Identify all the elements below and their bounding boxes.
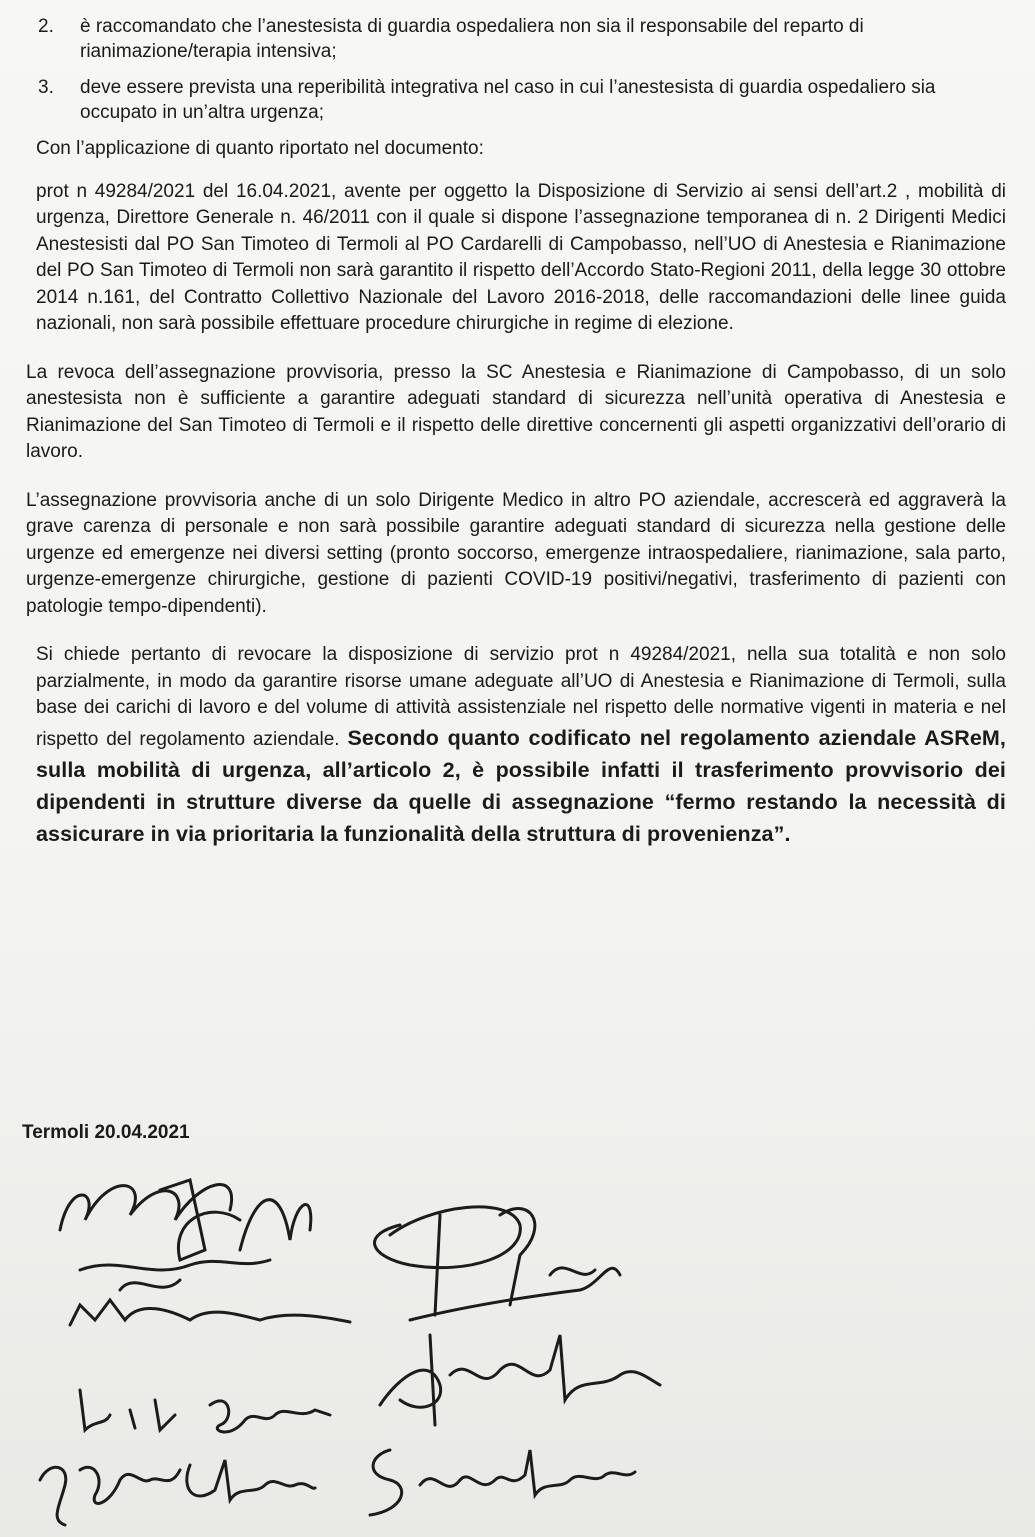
paragraph-2: La revoca dell’assegnazione provvisoria, presso la SC Anestesia e Rianimazione di Campobasso, di un solo anestesista non è sufficiente a garantire adeguati standard di sicurezza nell’unità operativa di Anestesia e Rianimazione del San Timoteo di Termoli e il rispetto delle direttive concernenti gli aspetti organizzativi dell’orario di lavoro. bbox=[26, 361, 1006, 462]
list-text: deve essere prevista una reperibilità integrativa nel caso in cui l’anestesista di guardia ospedaliero sia occupato in un’altra urgenza; bbox=[80, 77, 936, 123]
list-number: 3. bbox=[38, 77, 54, 98]
signature-2 bbox=[350, 1195, 630, 1335]
document-body bbox=[26, 14, 1006, 850]
paragraph-1: prot n 49284/2021 del 16.04.2021, avente per oggetto la Disposizione di Servizio ai sensi dell’art.2 , mobilità di urgenza, Direttore Generale n. 46/2011 con il quale si dispone l’assegnazione temporanea di n. 2 Dirigenti Medici Anestesisti dal PO San Timoteo di Termoli al PO Cardarelli di Campobasso, nell’UO di Anestesia e Rianimazione del PO San Timoteo di Termoli non sarà garantito il rispetto dell’Accordo Stato-Regioni 2011, della legge 30 ottobre 2014 n.161, del Contratto Collettivo Nazionale del Lavoro 2016-2018, delle raccomandazioni delle linee guida nazionali, non sarà possibile effettuare procedure chirurgiche in regime di elezione. bbox=[36, 180, 1006, 334]
signature-3 bbox=[360, 1315, 670, 1435]
signing-date: Termoli 20.04.2021 bbox=[22, 1122, 190, 1143]
paragraph-3: L’assegnazione provvisoria anche di un solo Dirigente Medico in altro PO aziendale, accrescerà ed aggraverà la grave carenza di personale e non sarà possibile garantire adeguati standard di sicurezza nella gestione delle urgenze ed emergenze nei diversi setting (pronto soccorso, emergenze intraospedaliere, rianimazione, sala parto, urgenze-emergenze chirurgiche, gestione di pazienti COVID-19 positivi/negativi, trasferimento di pazienti con patologie tempo-dipendenti). bbox=[26, 489, 1006, 617]
signature-6 bbox=[350, 1430, 650, 1530]
list-item bbox=[26, 14, 1006, 64]
paragraph-4 bbox=[26, 642, 1006, 850]
intro-line: Con l’applicazione di quanto riportato nel documento: bbox=[36, 138, 484, 159]
list-text: è raccomandato che l’anestesista di guardia ospedaliera non sia il responsabile del reparto di rianimazione/terapia intensiva; bbox=[80, 16, 864, 62]
paragraph-4-bold: Secondo quanto codificato nel regolamento aziendale ASReM, sulla mobilità di urgenza, all’articolo 2, è possibile infatti il trasferimento provvisorio dei dipendenti in strutture diverse da quelle di assegnazione “fermo restando la necessità di assicurare in via prioritaria la funzionalità della struttura di provenienza”. bbox=[36, 725, 1006, 846]
signature-1 bbox=[40, 1160, 360, 1340]
list-item bbox=[26, 75, 1006, 125]
signature-5 bbox=[20, 1440, 320, 1530]
list-number: 2. bbox=[38, 16, 54, 37]
paragraph-4-normal: Si chiede pertanto di revocare la disposizione di servizio prot n 49284/2021, nella sua totalità e non solo parzialmente, in modo da garantire risorse umane adeguate all’UO di Anestesia e Rianimazione di Termoli, sulla base dei carichi di lavoro e del volume di attività assistenziale nel rispetto delle normative vigenti in materia e nel rispetto del regolamento aziendale. bbox=[36, 644, 1006, 750]
